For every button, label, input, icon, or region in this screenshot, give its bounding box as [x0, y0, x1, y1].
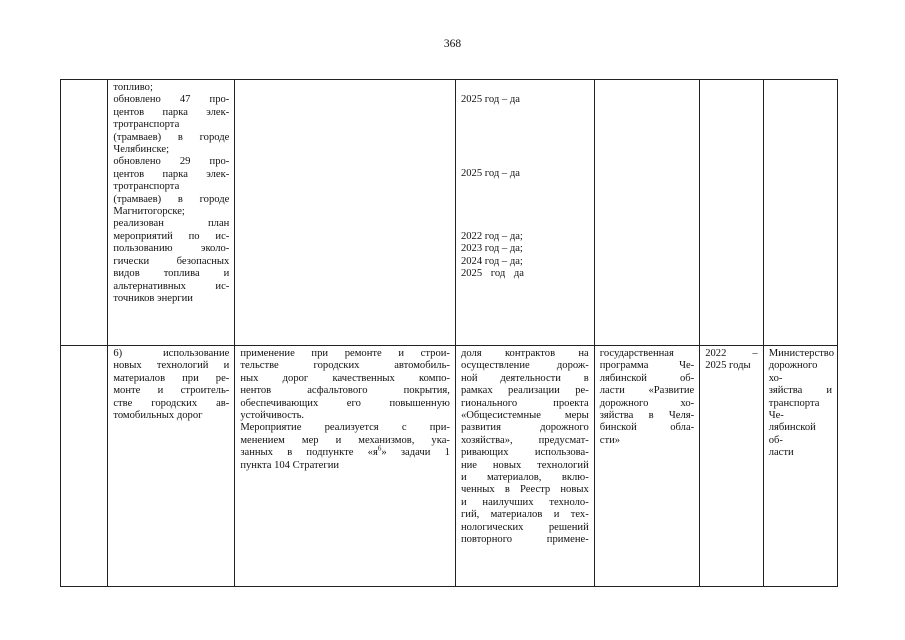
page-number: 368 [443, 38, 462, 50]
indicator-cell [455, 80, 594, 346]
indicator-value: 2023 год – да; [460, 243, 523, 255]
program-cell: государственная программа Че- лябинской об- ласти «Развитие дорожного хо- зяйства в Челя- бинской обла- сти» [594, 346, 699, 587]
indicator-cell: доля контрактов на осуществление дорож- ной деятельности в рамках реализации ре- гионального проекта «Общесистемные меры развития дорожного хозяйства», предусмат- ривающих использова- ние новых технологий и материалов, вклю- ченных в Реестр новых и наилучших техноло- гий, материалов и тех- нологических решений повторного примене- [455, 346, 594, 587]
indicator-value: 2025 год – да [460, 168, 520, 180]
indicator-value: 2025 год да [460, 268, 524, 280]
table-row [61, 80, 838, 346]
row-number-cell [61, 346, 108, 587]
reference-line: занных в подпункте «$я^6$» задачи 1 [240, 444, 450, 459]
measures-cell [235, 80, 456, 346]
measures-cell: применение при ремонте и строи- тельстве городских автомобиль- ных дорог качественных компо- нентов асфальтового покрытия, обеспечивающих его повышенную устойчивость. Мероприятие реализуется с при- менением мер и механизмов, ука- занных в подпункте «$я^6$» задачи 1 пункта 104 Стратегии [235, 346, 456, 587]
task-text: топливо; обновлено 47 про- центов парка элек- тротранспорта (трамваев) в городе Челябинске; обновлено 29 про- центов парка элек- тротранспорта (трамваев) в городе Магнитогорске; реализован план мероприятий по ис- пользованию эколо- гически безопасных видов топлива и альтернативных ис- точников энергии [113, 82, 230, 304]
indicator-value: 2024 год – да; [460, 255, 523, 267]
responsible-cell [763, 80, 837, 346]
task-cell: 6) использование новых технологий и материалов при ре- монте и строитель- стве городских ав- томобильных дорог [108, 346, 235, 587]
document-table [60, 79, 838, 587]
task-cell [108, 80, 235, 346]
period-cell [700, 80, 763, 346]
indicator-value: 2022 год – да; [460, 230, 523, 242]
indicator-value: 2025 год – да [460, 94, 520, 105]
program-cell [594, 80, 699, 346]
period-cell: 2022 – 2025 годы [700, 346, 763, 587]
row-number-cell [61, 80, 108, 346]
responsible-cell: Министерство дорожного хо- зяйства и транспорта Че- лябинской об- ласти [763, 346, 837, 587]
table-row [61, 346, 838, 587]
